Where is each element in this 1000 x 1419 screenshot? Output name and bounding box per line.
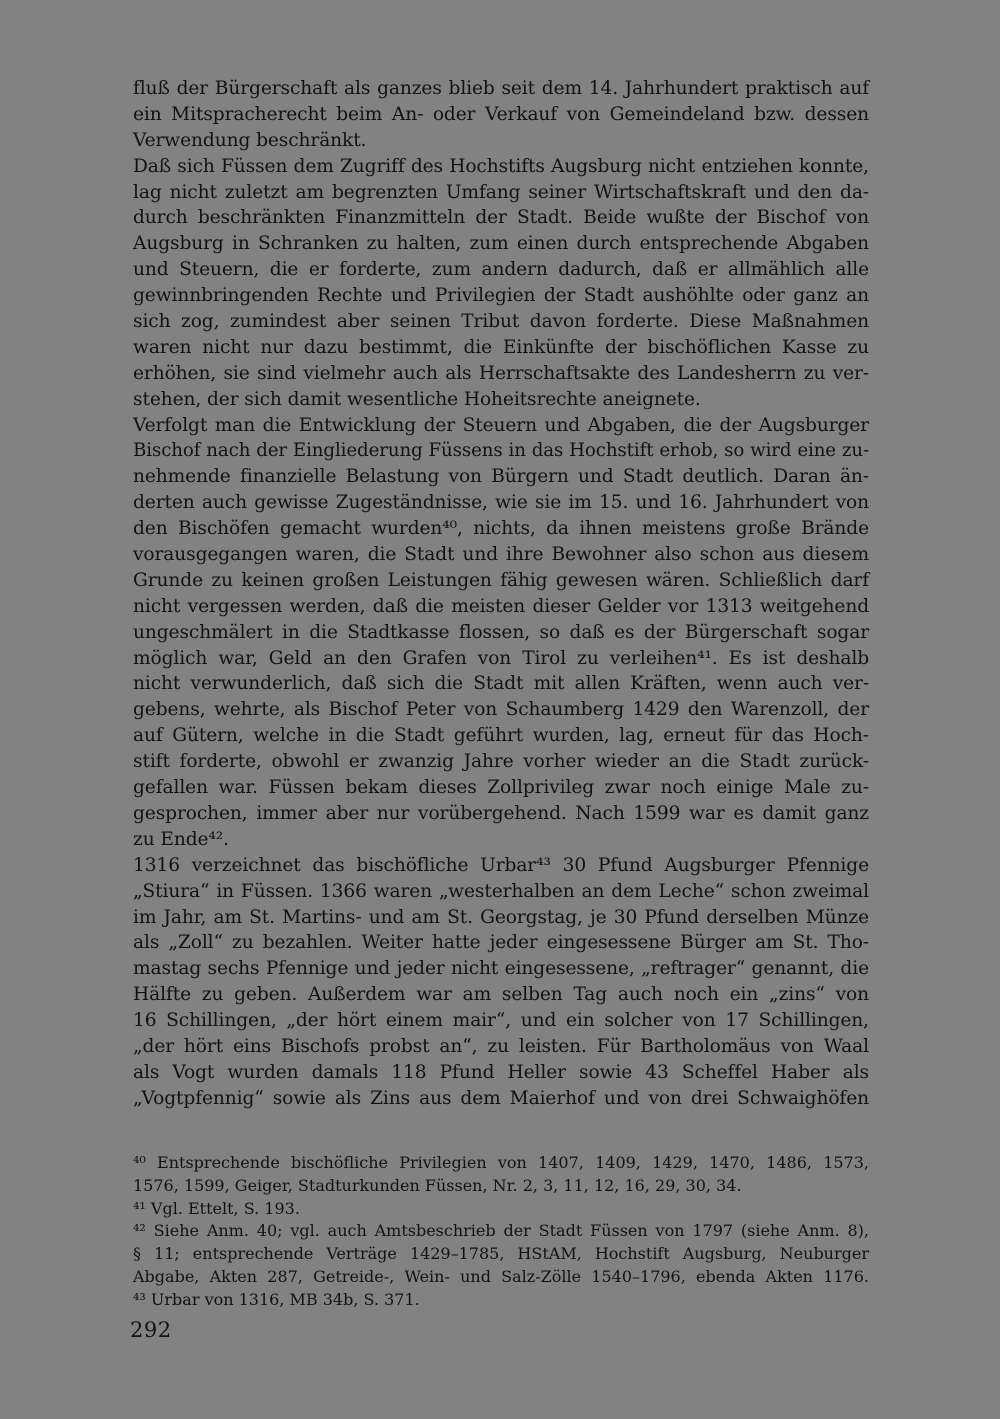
footnote-line: ⁴⁰ Entsprechende bischöfliche Privilegien von 1407, 1409, 1429, 1470, 1486, 1573,: [133, 1153, 869, 1172]
body-line: lag nicht zuletzt am begrenzten Umfang seiner Wirtschaftskraft und den da-: [133, 181, 869, 203]
body-line: stift forderte, obwohl er zwanzig Jahre vorher wieder an die Stadt zurück-: [133, 751, 869, 773]
body-line: durch beschränkten Finanzmitteln der Stadt. Beide wußte der Bischof von: [133, 207, 869, 229]
body-line: nicht verwunderlich, daß sich die Stadt mit allen Kräften, wenn auch ver-: [133, 673, 869, 695]
body-line: „Stiura“ in Füssen. 1366 waren „westerhalben an dem Leche“ schon zweimal: [133, 880, 869, 902]
body-line: zu Ende⁴².: [133, 828, 229, 850]
body-line: als „Zoll“ zu bezahlen. Weiter hatte jeder eingesessene Bürger am St. Tho-: [133, 932, 869, 954]
footnote-line: ⁴³ Urbar von 1316, MB 34b, S. 371.: [133, 1289, 420, 1309]
body-line: Bischof nach der Eingliederung Füssens in das Hochstift erhob, so wird eine zu-: [133, 440, 869, 462]
body-line: den Bischöfen gemacht wurden⁴⁰, nichts, da ihnen meistens große Brände: [133, 518, 869, 540]
body-line: „Vogtpfennig“ sowie als Zins aus dem Maierhof und von drei Schwaighöfen: [133, 1087, 869, 1109]
body-line: gefallen war. Füssen bekam dieses Zollprivileg zwar noch einige Male zu-: [133, 777, 869, 799]
body-line: mastag sechs Pfennige und jeder nicht eingesessene, „reftrager“ genannt, die: [133, 958, 869, 980]
body-text: [133, 76, 869, 1112]
body-line: Hälfte zu geben. Außerdem war am selben Tag auch noch ein „zins“ von: [133, 984, 869, 1006]
body-line: erhöhen, sie sind vielmehr auch als Herrschaftsakte des Landesherrn zu ver-: [133, 362, 869, 384]
body-line: 1316 verzeichnet das bischöfliche Urbar⁴³ 30 Pfund Augsburger Pfennige: [133, 854, 869, 876]
body-line: im Jahr, am St. Martins- und am St. Georgstag, je 30 Pfund derselben Münze: [133, 906, 869, 928]
body-line: nicht vergessen werden, daß die meisten dieser Gelder vor 1313 weitgehend: [133, 595, 869, 617]
page-number: 292: [130, 1318, 172, 1342]
footnote-line: Abgabe, Akten 287, Getreide-, Wein- und Salz-Zölle 1540–1796, ebenda Akten 1176.: [133, 1266, 869, 1286]
body-line: 16 Schillingen, „der hört einem mair“, und ein solcher von 17 Schillingen,: [133, 1010, 869, 1032]
body-line: stehen, der sich damit wesentliche Hoheitsrechte aneignete.: [133, 388, 701, 410]
footnote-line: 1576, 1599, Geiger, Stadturkunden Füssen, Nr. 2, 3, 11, 12, 16, 29, 30, 34.: [133, 1175, 742, 1195]
body-line: fluß der Bürgerschaft als ganzes blieb seit dem 14. Jahrhundert praktisch auf: [133, 78, 869, 99]
body-line: vorausgegangen waren, die Stadt und ihre Bewohner also schon aus diesem: [133, 544, 869, 566]
body-line: gesprochen, immer aber nur vorübergehend. Nach 1599 war es damit ganz: [133, 802, 869, 824]
body-line: und Steuern, die er forderte, zum andern dadurch, daß er allmählich alle: [133, 259, 869, 281]
body-line: Daß sich Füssen dem Zugriff des Hochstifts Augsburg nicht entziehen konnte,: [133, 155, 869, 177]
body-line: Augsburg in Schranken zu halten, zum einen durch entsprechende Abgaben: [133, 233, 869, 255]
body-line: derten auch gewisse Zugeständnisse, wie sie im 15. und 16. Jahrhundert von: [133, 492, 869, 514]
footnote-line: ⁴² Siehe Anm. 40; vgl. auch Amtsbeschrieb der Stadt Füssen von 1797 (siehe Anm. 8),: [133, 1221, 869, 1241]
body-line: Verwendung beschränkt.: [133, 129, 367, 151]
footnote-line: ⁴¹ Vgl. Ettelt, S. 193.: [133, 1198, 300, 1218]
body-line: waren nicht nur dazu bestimmt, die Einkünfte der bischöflichen Kasse zu: [133, 336, 869, 358]
footnotes: [133, 1152, 869, 1312]
body-line: nehmende finanzielle Belastung von Bürgern und Stadt deutlich. Daran än-: [133, 466, 869, 488]
body-line: „der hört eins Bischofs probst an“, zu leisten. Für Bartholomäus von Waal: [133, 1035, 869, 1057]
body-line: als Vogt wurden damals 118 Pfund Heller sowie 43 Scheffel Haber als: [133, 1061, 869, 1083]
body-line: ungeschmälert in die Stadtkasse flossen, so daß es der Bürgerschaft sogar: [133, 621, 869, 643]
body-line: gebens, wehrte, als Bischof Peter von Schaumberg 1429 den Warenzoll, der: [133, 699, 869, 721]
body-line: gewinnbringenden Rechte und Privilegien der Stadt aushöhlte oder ganz an: [133, 285, 869, 307]
body-line: auf Gütern, welche in die Stadt geführt wurden, lag, erneut für das Hoch-: [133, 725, 869, 747]
body-line: ein Mitspracherecht beim An- oder Verkauf von Gemeindeland bzw. dessen: [133, 103, 869, 125]
footnote-line: § 11; entsprechende Verträge 1429–1785, HStAM, Hochstift Augsburg, Neuburger: [133, 1244, 869, 1264]
body-line: Grunde zu keinen großen Leistungen fähig gewesen wären. Schließlich darf: [133, 569, 869, 591]
body-line: möglich war, Geld an den Grafen von Tirol zu verleihen⁴¹. Es ist deshalb: [133, 647, 869, 669]
body-line: Verfolgt man die Entwicklung der Steuern und Abgaben, die der Augsburger: [133, 414, 869, 436]
body-line: sich zog, zumindest aber seinen Tribut davon forderte. Diese Maßnahmen: [133, 311, 869, 333]
